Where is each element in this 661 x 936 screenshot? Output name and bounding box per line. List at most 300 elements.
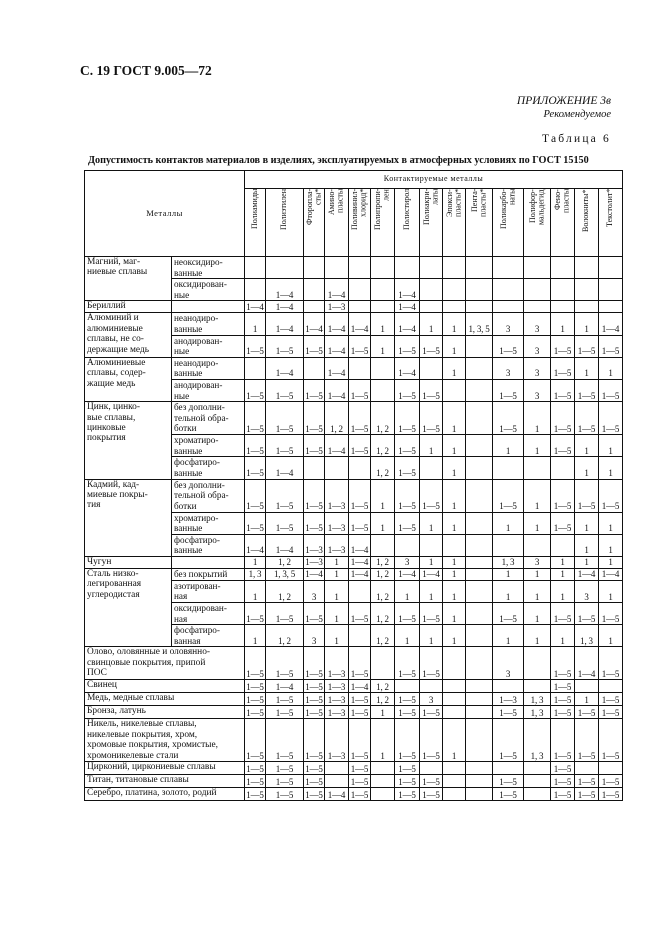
treatment-name: без покрытий — [172, 568, 245, 580]
value-cell: 1 — [245, 580, 266, 602]
value-cell: 1 — [443, 357, 466, 379]
treatment-name: хроматиро- ванные — [172, 435, 245, 457]
value-cell — [266, 257, 304, 279]
value-cell: 1—5 — [575, 719, 599, 762]
column-header — [599, 189, 623, 257]
value-cell: 1—5 — [395, 762, 420, 775]
table-row — [85, 775, 623, 788]
column-header — [266, 189, 304, 257]
value-cell: 1—5 — [245, 719, 266, 762]
value-cell: 1—5 — [245, 647, 266, 680]
value-cell — [371, 279, 395, 301]
value-cell — [325, 775, 349, 788]
column-header-label: Полиакри- латы — [421, 189, 439, 226]
value-cell — [551, 301, 575, 313]
value-cell: 1 — [575, 534, 599, 556]
value-cell — [466, 435, 493, 457]
value-cell: 1 — [524, 625, 551, 647]
value-cell: 1—5 — [395, 647, 420, 680]
value-cell: 1 — [420, 435, 443, 457]
value-cell: 1, 2 — [266, 580, 304, 602]
column-header-label: Фено- пласты — [553, 189, 571, 214]
value-cell — [420, 357, 443, 379]
value-cell: 1—5 — [420, 719, 443, 762]
value-cell: 1 — [599, 556, 623, 568]
value-cell: 1 — [371, 313, 395, 335]
value-cell — [599, 301, 623, 313]
value-cell: 1—5 — [599, 775, 623, 788]
value-cell: 1 — [371, 479, 395, 512]
value-cell: 1—5 — [551, 693, 575, 706]
value-cell: 1—5 — [266, 402, 304, 435]
treatment-cell — [172, 556, 245, 568]
column-header-label: Полиамиды — [249, 189, 259, 230]
column-header-label: Амино- пласты — [327, 189, 345, 216]
value-cell: 1—5 — [395, 706, 420, 719]
value-cell — [551, 534, 575, 556]
value-cell: 1—5 — [551, 379, 575, 401]
value-cell: 1—5 — [420, 788, 443, 801]
value-cell: 1 — [599, 457, 623, 479]
table-row — [85, 693, 623, 706]
value-cell: 1 — [371, 706, 395, 719]
value-cell: 1, 3 — [524, 706, 551, 719]
treatment-name: оксидирован- ная — [172, 603, 245, 625]
column-header — [551, 189, 575, 257]
value-cell — [524, 680, 551, 693]
value-cell — [420, 762, 443, 775]
treatment-name: фосфатиро- ванные — [172, 457, 245, 479]
value-cell: 1—5 — [493, 719, 524, 762]
value-cell: 1—5 — [246, 707, 264, 718]
value-cell — [466, 580, 493, 602]
value-cell: 1 — [575, 457, 599, 479]
value-cell: 1 — [493, 568, 524, 580]
value-cell — [371, 534, 395, 556]
value-cell: 1 — [551, 625, 575, 647]
value-cell — [420, 257, 443, 279]
value-cell: 1—5 — [395, 788, 420, 801]
value-cell: 1 — [420, 313, 443, 335]
value-cell: 1—5 — [493, 335, 524, 357]
value-cell: 1—5 — [266, 379, 304, 401]
value-cell — [466, 257, 493, 279]
value-cell: 1 — [371, 335, 395, 357]
value-cell — [466, 534, 493, 556]
value-cell — [466, 647, 493, 680]
value-cell: 1—5 — [266, 719, 304, 762]
column-header-label: Фторопла- сты* — [304, 189, 322, 226]
value-cell: 1—5 — [305, 694, 323, 705]
value-cell: 1—5 — [349, 775, 371, 788]
value-cell: 1 — [420, 625, 443, 647]
value-cell: 1, 3 — [493, 556, 524, 568]
table-row — [85, 647, 623, 680]
value-cell — [466, 719, 493, 762]
value-cell: 1—5 — [599, 647, 623, 680]
contacted-metals-header: Контактируемые металлы — [245, 171, 623, 189]
value-cell — [466, 357, 493, 379]
value-cell: 1 — [325, 580, 349, 602]
value-cell: 1—5 — [575, 479, 599, 512]
value-cell: 1 — [443, 580, 466, 602]
value-cell: 1 — [524, 603, 551, 625]
value-cell — [599, 680, 623, 693]
value-cell: 1—5 — [349, 788, 371, 801]
table-row — [85, 788, 623, 801]
column-header — [420, 189, 443, 257]
value-cell: 1 — [551, 313, 575, 335]
value-cell: 1 — [443, 568, 466, 580]
value-cell — [466, 775, 493, 788]
value-cell: 1—5 — [575, 788, 599, 801]
value-cell: 1—5 — [551, 335, 575, 357]
value-cell: 1—4 — [395, 357, 420, 379]
value-cell: 1 — [599, 534, 623, 556]
value-cell: 1—5 — [575, 706, 599, 719]
value-cell: 1—4 — [349, 534, 371, 556]
value-cell — [466, 762, 493, 775]
value-cell: 1—5 — [575, 379, 599, 401]
value-cell: 1, 2 — [371, 693, 395, 706]
value-cell: 1—3 — [493, 693, 524, 706]
value-cell — [443, 647, 466, 680]
treatment-name: анодирован- ные — [172, 379, 245, 401]
value-cell — [466, 479, 493, 512]
table-title: Допустимость контактов материалов в изделиях, эксплуатируемых в атмосферных условиях по ГОСТ 15150 — [88, 155, 589, 166]
metal-name: Никель, никелевые сплавы, никелевые покрытия, хром, хромовые покрытия, хромистые, хромоникелевые стали — [85, 719, 245, 762]
value-cell — [245, 357, 266, 379]
value-cell: 1 — [493, 512, 524, 534]
value-cell — [466, 603, 493, 625]
treatment-name: анодирован- ные — [172, 335, 245, 357]
value-cell: 1—5 — [266, 788, 304, 801]
treatment-name: неанодиро- ванные — [172, 357, 245, 379]
value-cell: 1—3 — [325, 301, 349, 313]
value-cell — [466, 568, 493, 580]
value-cell: 1—5 — [599, 479, 623, 512]
value-cell: 1 — [420, 512, 443, 534]
metal-name: Титан, титановые сплавы — [85, 775, 245, 788]
value-cell: 1 — [325, 556, 349, 568]
treatment-name: без дополни- тельной обра- ботки — [172, 479, 245, 512]
value-cell: 1 — [245, 556, 266, 568]
column-header — [524, 189, 551, 257]
value-cell: 1, 2 — [371, 680, 395, 693]
value-cell: 1—3 — [325, 706, 349, 719]
value-cell: 1, 3, 5 — [266, 568, 304, 580]
value-cell: 1—4 — [266, 457, 304, 479]
value-cell — [524, 647, 551, 680]
metal-name: Алюминиевые сплавы, содер- жащие медь — [85, 357, 172, 401]
metal-name: Сталь низко- легированная углеродистая — [85, 568, 172, 647]
value-cell — [371, 257, 395, 279]
table-number: Таблица 6 — [542, 133, 611, 145]
recommended-label: Рекомендуемое — [543, 109, 611, 120]
value-cell: 1—5 — [599, 706, 623, 719]
metal-name: Свинец — [85, 680, 245, 693]
metal-name: Цинк, цинко- вые сплавы, цинковые покрытия — [85, 402, 172, 479]
value-cell — [466, 693, 493, 706]
value-cell: 1—5 — [493, 603, 524, 625]
value-cell: 1—4 — [266, 279, 304, 301]
table-row — [85, 680, 623, 693]
value-cell: 1—3 — [325, 680, 349, 693]
value-cell: 1, 3, 5 — [466, 313, 493, 335]
value-cell: 1 — [443, 479, 466, 512]
value-cell: 1—5 — [245, 379, 266, 401]
value-cell — [466, 335, 493, 357]
value-cell: 1—5 — [420, 603, 443, 625]
value-cell: 3 — [524, 357, 551, 379]
value-cell: 1 — [599, 625, 623, 647]
value-cell: 1—5 — [575, 335, 599, 357]
value-cell — [304, 357, 325, 379]
column-header-label: Полифор- мальдегид — [527, 189, 545, 225]
value-cell — [420, 534, 443, 556]
value-cell: 1—5 — [245, 603, 266, 625]
value-cell: 1—5 — [349, 379, 371, 401]
value-cell — [349, 257, 371, 279]
value-cell: 1—5 — [304, 435, 325, 457]
value-cell: 1—5 — [305, 681, 323, 692]
value-cell: 1—5 — [245, 457, 266, 479]
value-cell — [493, 680, 524, 693]
treatment-name: хроматиро- ванные — [172, 512, 245, 534]
value-cell: 1—4 — [395, 568, 420, 580]
value-cell — [551, 279, 575, 301]
value-cell: 1 — [325, 568, 349, 580]
value-cell: 1—4 — [325, 788, 349, 801]
value-cell: 1—5 — [420, 379, 443, 401]
value-cell: 1—4 — [325, 357, 349, 379]
value-cell: 3 — [524, 379, 551, 401]
value-cell — [466, 279, 493, 301]
table-row — [85, 257, 623, 279]
value-cell: 1, 2 — [371, 568, 395, 580]
value-cell: 1—5 — [266, 603, 304, 625]
table-row — [85, 402, 623, 435]
value-cell — [245, 257, 266, 279]
value-cell: 1 — [575, 512, 599, 534]
value-cell: 3 — [524, 335, 551, 357]
value-cell: 1, 2 — [325, 402, 349, 435]
value-cell — [493, 534, 524, 556]
value-cell: 1 — [599, 435, 623, 457]
value-cell: 1—5 — [395, 719, 420, 762]
metal-name: Бронза, латунь — [85, 706, 245, 719]
value-cell: 1—5 — [305, 763, 323, 774]
table-row — [85, 568, 623, 580]
value-cell: 1—4 — [395, 279, 420, 301]
value-cell: 1—3 — [304, 534, 325, 556]
value-cell: 1—5 — [551, 680, 575, 693]
value-cell — [395, 257, 420, 279]
value-cell: 1—4 — [349, 313, 371, 335]
table-row — [85, 357, 623, 379]
value-cell: 1—5 — [349, 435, 371, 457]
value-cell: 1—5 — [395, 457, 420, 479]
value-cell: 1—5 — [245, 435, 266, 457]
value-cell: 1—5 — [420, 402, 443, 435]
column-header — [493, 189, 524, 257]
value-cell: 1 — [575, 357, 599, 379]
value-cell — [443, 257, 466, 279]
column-header-label: Эпокси- пласты* — [444, 189, 462, 218]
metal-name: Серебро, платина, золото, родий — [85, 788, 245, 801]
value-cell: 1—5 — [245, 402, 266, 435]
value-cell: 3 — [493, 357, 524, 379]
value-cell — [575, 762, 599, 775]
value-cell: 1—5 — [304, 719, 325, 762]
value-cell: 1 — [443, 556, 466, 568]
value-cell: 1—5 — [349, 762, 371, 775]
column-header — [245, 189, 266, 257]
value-cell: 1—4 — [305, 569, 323, 580]
value-cell: 1 — [524, 568, 551, 580]
value-cell: 1—5 — [304, 335, 325, 357]
value-cell: 1, 3 — [524, 693, 551, 706]
value-cell: 1—4 — [575, 647, 599, 680]
value-cell — [443, 788, 466, 801]
treatment-name: фосфатиро- ванные — [172, 534, 245, 556]
value-cell: 1 — [524, 580, 551, 602]
value-cell — [371, 647, 395, 680]
value-cell: 1—5 — [266, 479, 304, 512]
value-cell: 1—5 — [551, 603, 575, 625]
value-cell — [493, 257, 524, 279]
metal-name: Алюминий и алюминиевые сплавы, не со- держащие медь — [85, 313, 172, 357]
value-cell: 1 — [493, 435, 524, 457]
value-cell: 1 — [599, 580, 623, 602]
value-cell: 1, 2 — [371, 435, 395, 457]
value-cell: 1—3 — [325, 693, 349, 706]
value-cell — [575, 279, 599, 301]
value-cell: 1—5 — [551, 479, 575, 512]
value-cell: 1—5 — [395, 402, 420, 435]
value-cell: 1—5 — [304, 402, 325, 435]
value-cell: 1—5 — [599, 719, 623, 762]
column-header — [349, 189, 371, 257]
value-cell: 1, 2 — [371, 402, 395, 435]
value-cell — [304, 301, 325, 313]
value-cell: 1—5 — [599, 379, 623, 401]
value-cell: 1—5 — [349, 402, 371, 435]
value-cell: 1—5 — [420, 479, 443, 512]
value-cell: 1—5 — [551, 402, 575, 435]
value-cell: 1—4 — [304, 313, 325, 335]
value-cell: 1 — [599, 512, 623, 534]
column-header — [304, 189, 325, 257]
column-header-label: Поликарбо- наты — [498, 189, 516, 229]
value-cell: 1—5 — [246, 681, 264, 692]
value-cell: 1—5 — [395, 335, 420, 357]
value-cell: 1—5 — [266, 775, 304, 788]
value-cell: 1—4 — [575, 568, 599, 580]
column-header-label: Полистирол — [401, 189, 411, 231]
value-cell — [599, 279, 623, 301]
value-cell — [443, 279, 466, 301]
table-row — [85, 313, 623, 335]
value-cell: 1—5 — [304, 603, 325, 625]
value-cell — [493, 762, 524, 775]
value-cell — [493, 301, 524, 313]
value-cell: 1 — [245, 313, 266, 335]
metal-name: Медь, медные сплавы — [85, 693, 245, 706]
value-cell: 1—4 — [420, 568, 443, 580]
value-cell — [304, 279, 325, 301]
value-cell: 1, 2 — [371, 556, 395, 568]
column-header — [466, 189, 493, 257]
value-cell: 1, 2 — [371, 603, 395, 625]
value-cell: 1—4 — [395, 301, 420, 313]
value-cell — [466, 625, 493, 647]
value-cell: 1—5 — [304, 379, 325, 401]
value-cell: 1 — [493, 625, 524, 647]
column-header — [575, 189, 599, 257]
value-cell: 3 — [420, 693, 443, 706]
value-cell: 1—5 — [395, 775, 420, 788]
treatment-name: неоксидиро- ванные — [172, 257, 245, 279]
table-row — [85, 301, 623, 313]
value-cell: 1 — [524, 402, 551, 435]
value-cell: 1—5 — [245, 479, 266, 512]
value-cell: 1—5 — [245, 335, 266, 357]
value-cell — [420, 457, 443, 479]
value-cell: 1—5 — [349, 647, 371, 680]
value-cell: 1, 3 — [245, 568, 266, 580]
value-cell: 1—4 — [325, 335, 349, 357]
value-cell — [466, 788, 493, 801]
value-cell: 1 — [443, 512, 466, 534]
value-cell — [420, 680, 443, 693]
value-cell — [304, 257, 325, 279]
value-cell — [524, 257, 551, 279]
value-cell: 1—5 — [305, 776, 323, 787]
value-cell: 1—5 — [493, 402, 524, 435]
value-cell — [371, 762, 395, 775]
value-cell — [395, 534, 420, 556]
value-cell: 1—5 — [349, 706, 371, 719]
value-cell: 1—5 — [575, 603, 599, 625]
value-cell: 1 — [551, 568, 575, 580]
treatment-name: оксидирован- ные — [172, 279, 245, 301]
value-cell: 1, 3 — [524, 719, 551, 762]
value-cell: 1—5 — [493, 706, 524, 719]
value-cell: 1—5 — [599, 788, 623, 801]
value-cell: 1—3 — [325, 534, 349, 556]
table-row — [85, 706, 623, 719]
value-cell: 1 — [325, 625, 349, 647]
value-cell: 1—4 — [246, 301, 264, 312]
value-cell — [524, 775, 551, 788]
value-cell: 1, 2 — [266, 556, 304, 568]
value-cell: 1 — [575, 556, 599, 568]
value-cell: 1—4 — [266, 680, 304, 693]
table-row — [85, 719, 623, 762]
value-cell: 1 — [443, 402, 466, 435]
value-cell: 1—5 — [599, 693, 623, 706]
value-cell: 1—5 — [395, 479, 420, 512]
value-cell: 1—3 — [325, 479, 349, 512]
value-cell — [575, 680, 599, 693]
value-cell: 1—5 — [599, 335, 623, 357]
value-cell: 1—4 — [349, 556, 371, 568]
value-cell — [443, 775, 466, 788]
value-cell: 1—4 — [245, 534, 266, 556]
value-cell — [524, 788, 551, 801]
treatment-name: азотирован- ная — [172, 580, 245, 602]
